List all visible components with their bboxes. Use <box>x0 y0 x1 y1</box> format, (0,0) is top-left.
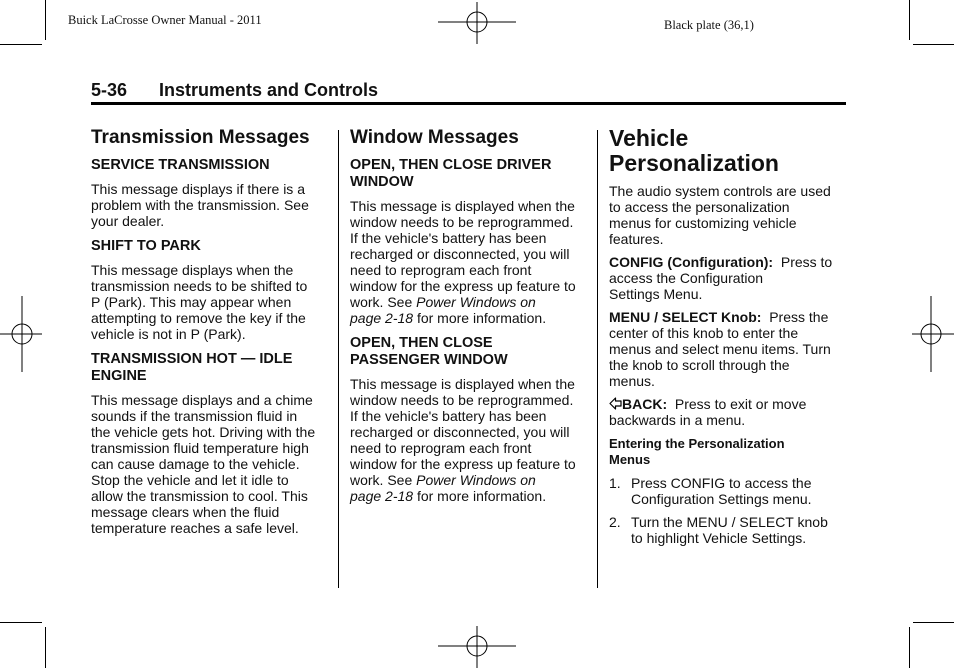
crop-mark <box>0 44 42 45</box>
paragraph: This message is displayed when the window needs to be reprogrammed. If the vehicle's battery has been recharged or disconnected, you will need to reprogram each front window for the express up feature to work. See Power Windows on page 2‑18 for more information. <box>350 198 576 326</box>
plate-label: Black plate (36,1) <box>664 18 754 32</box>
subheading-close-passenger-window: OPEN, THEN CLOSE PASSENGER WINDOW <box>350 335 508 368</box>
heading-vehicle-personalization: Vehicle Personalization <box>609 125 779 176</box>
paragraph: This message is displayed when the window needs to be reprogrammed. If the vehicle's battery has been recharged or disconnected, you will need to reprogram each front window for the express up feature to work. See Power Windows on page 2‑18 for more information. <box>350 376 576 504</box>
cross-reference-page[interactable]: page 2‑18 <box>350 488 414 504</box>
paragraph: This message displays and a chime sounds if the transmission fluid in the vehicle gets hot. Driving with the transmission fluid temperature high can cause damage to the vehicle. Stop the vehicle and let it idle to allow the transmission to cool. This message clears when the fluid temperature reaches a safe level. <box>91 392 316 536</box>
back-arrow-icon <box>609 397 622 410</box>
crop-mark <box>0 622 42 623</box>
column-window <box>350 126 590 504</box>
list-item: 1. Press CONFIG to access the Configuration Settings menu. <box>609 475 812 507</box>
subheading-transmission-hot: TRANSMISSION HOT — IDLE ENGINE <box>91 351 293 384</box>
heading-transmission-messages: Transmission Messages <box>91 127 310 148</box>
section-rule <box>91 102 846 105</box>
page-number: 5-36 <box>91 80 128 100</box>
crop-mark <box>45 0 46 40</box>
menu-select-term: MENU / SELECT Knob: <box>609 309 762 325</box>
crop-mark <box>45 627 46 668</box>
paragraph: This message displays when the transmission needs to be shifted to P (Park). This may appear when attempting to remove the key if the vehicle is not in P (Park). <box>91 262 308 342</box>
registration-mark-icon <box>438 626 516 668</box>
subheading-close-driver-window: OPEN, THEN CLOSE DRIVER WINDOW <box>350 157 552 190</box>
list-item: 2. Turn the MENU / SELECT knob to highlight Vehicle Settings. <box>609 514 828 546</box>
config-term: CONFIG (Configuration): <box>609 254 774 270</box>
crop-mark <box>913 622 954 623</box>
column-transmission <box>91 126 331 536</box>
subheading-shift-to-park: SHIFT TO PARK <box>91 238 201 254</box>
paragraph: This message displays if there is a problem with the transmission. See your dealer. <box>91 181 309 229</box>
crop-mark <box>909 627 910 668</box>
back-term: BACK: <box>622 396 668 412</box>
config-description: CONFIG (Configuration): Press to access the Configuration Settings Menu. <box>609 254 833 302</box>
registration-mark-icon <box>912 296 954 372</box>
step-list <box>609 475 849 546</box>
section-header <box>91 80 847 104</box>
crop-mark <box>909 0 910 40</box>
column-personalization <box>609 126 849 546</box>
registration-mark-icon <box>438 2 516 44</box>
menu-select-description: MENU / SELECT Knob: Press the center of this knob to enter the menus and select menu items. Turn the knob to scroll through the menus. <box>609 309 831 389</box>
column-divider <box>597 130 598 588</box>
back-description: BACK: Press to exit or move backwards in a menu. <box>609 396 807 428</box>
cross-reference-link[interactable]: Power Windows on <box>416 294 536 310</box>
subheading-entering-personalization: Entering the Personalization Menus <box>609 436 785 467</box>
column-divider <box>338 130 339 588</box>
section-title: Instruments and Controls <box>159 80 379 100</box>
heading-window-messages: Window Messages <box>350 127 519 148</box>
paragraph: The audio system controls are used to access the personalization menus for customizing vehicle features. <box>609 183 831 247</box>
registration-mark-icon <box>0 296 42 372</box>
subheading-service-transmission: SERVICE TRANSMISSION <box>91 157 270 173</box>
cross-reference-link[interactable]: Power Windows on <box>416 472 536 488</box>
cross-reference-page[interactable]: page 2‑18 <box>350 310 414 326</box>
manual-title: Buick LaCrosse Owner Manual - 2011 <box>68 13 262 27</box>
crop-mark <box>913 44 954 45</box>
